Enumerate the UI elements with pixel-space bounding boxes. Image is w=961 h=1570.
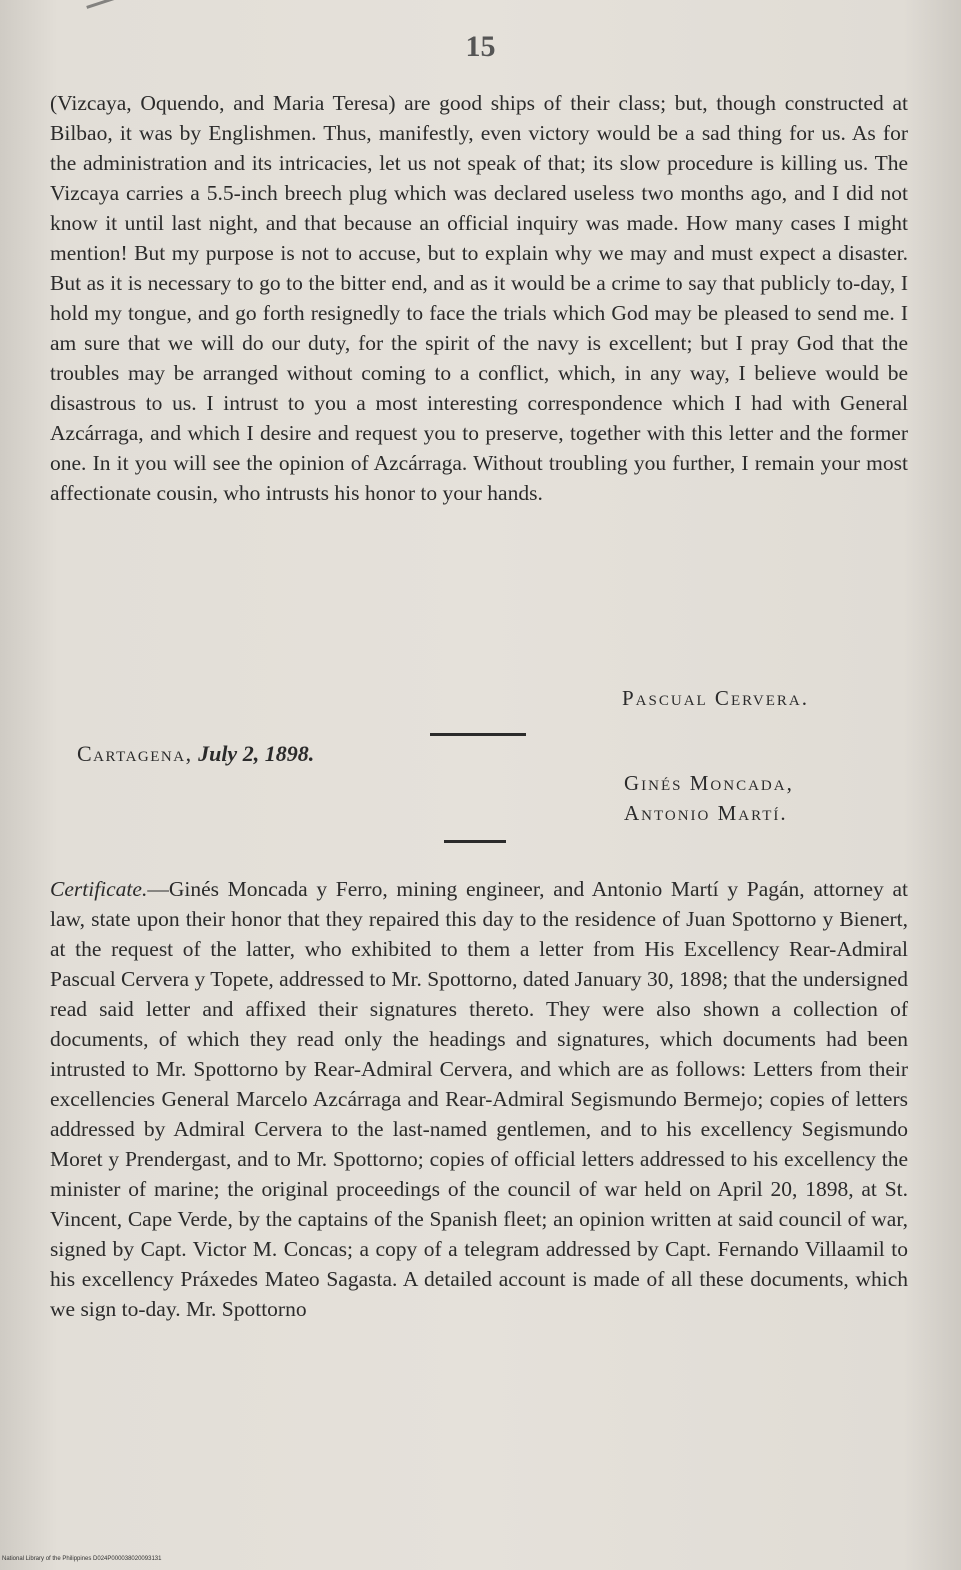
letter-date: July 2, 1898. xyxy=(198,741,315,766)
letter-body-paragraph: (Vizcaya, Oquendo, and Maria Teresa) are good ships of their class; but, though constructed at Bilbao, it was by Englishmen. Thus, manifestly, even victory would be a sad thing for us. As for the administration and its intricacies, let us not speak of that; its slow procedure is killing us. The Vizcaya carries a 5.5-inch breech plug which was declared useless two months ago, and I did not know it until last night, and that because an official inquiry was made. How many cases I might mention! But my purpose is not to accuse, but to explain why we may and must expect a disaster. But as it is necessary to go to the bitter end, and as it would be a crime to say that publicly to-day, I hold my tongue, and go forth resignedly to face the trials which God may be pleased to send me. I am sure that we will do our duty, for the spirit of the navy is excellent; but I pray God that the troubles may be arranged without coming to a conflict, which, in any way, I believe would be disastrous to us. I intrust to you a most interesting correspondence which I had with General Azcárraga, and which I desire and request you to preserve, together with this letter and the former one. In it you will see the opinion of Azcárraga. Without troubling you further, I remain your most affectionate cousin, who intrusts his honor to your hands. xyxy=(50,91,908,505)
divider-rule-short xyxy=(444,840,506,843)
signature-cervera: Pascual Cervera. xyxy=(622,686,809,710)
certificate-text: —Ginés Moncada y Ferro, mining engineer, and Antonio Martí y Pagán, attorney at law, state upon their honor that they repaired this day to the residence of Juan Spottorno y Bienert, at the request of the latter, who exhibited to them a letter from His Excellency Rear-Admiral Pascual Cervera y Topete, addressed to Mr. Spottorno, dated January 30, 1898; that the undersigned read said letter and affixed their signatures thereto. They were also shown a collection of documents, of which they read only the headings and signatures, which documents had been intrusted to Mr. Spottorno by Rear-Admiral Cervera, and which are as follows: Letters from their excellencies General Marcelo Azcárraga and Rear-Admiral Segismundo Bermejo; copies of letters addressed by Admiral Cervera to the last-named gentlemen, and to his excellency Segismundo Moret y Prendergast, and to Mr. Spottorno; copies of official letters addressed to his excellency the minister of marine; the original proceedings of the council of war held on April 20, 1898, at St. Vincent, Cape Verde, by the captains of the Spanish fleet; an opinion written at said council of war, signed by Capt. Victor M. Concas; a copy of a telegram addressed by Capt. Fernando Villaamil to his excellency Práxedes Mateo Sagasta. A detailed account is made of all these documents, which we sign to-day. Mr. Spottorno xyxy=(50,877,908,1321)
witness-moncada: Ginés Moncada, xyxy=(624,771,794,795)
witness-marti: Antonio Martí. xyxy=(624,801,788,825)
place-name: Cartagena, xyxy=(77,741,193,766)
certificate-paragraph xyxy=(50,874,908,1324)
certificate-heading: Certificate. xyxy=(50,877,148,901)
witness-signatures xyxy=(624,768,794,828)
page-scuff-mark xyxy=(86,0,125,22)
scan-footer: National Library of the Philippines D024P000038020093131 xyxy=(2,1556,162,1562)
place-date-line xyxy=(77,741,314,767)
page-number: 15 xyxy=(465,30,496,63)
divider-rule xyxy=(430,733,526,736)
